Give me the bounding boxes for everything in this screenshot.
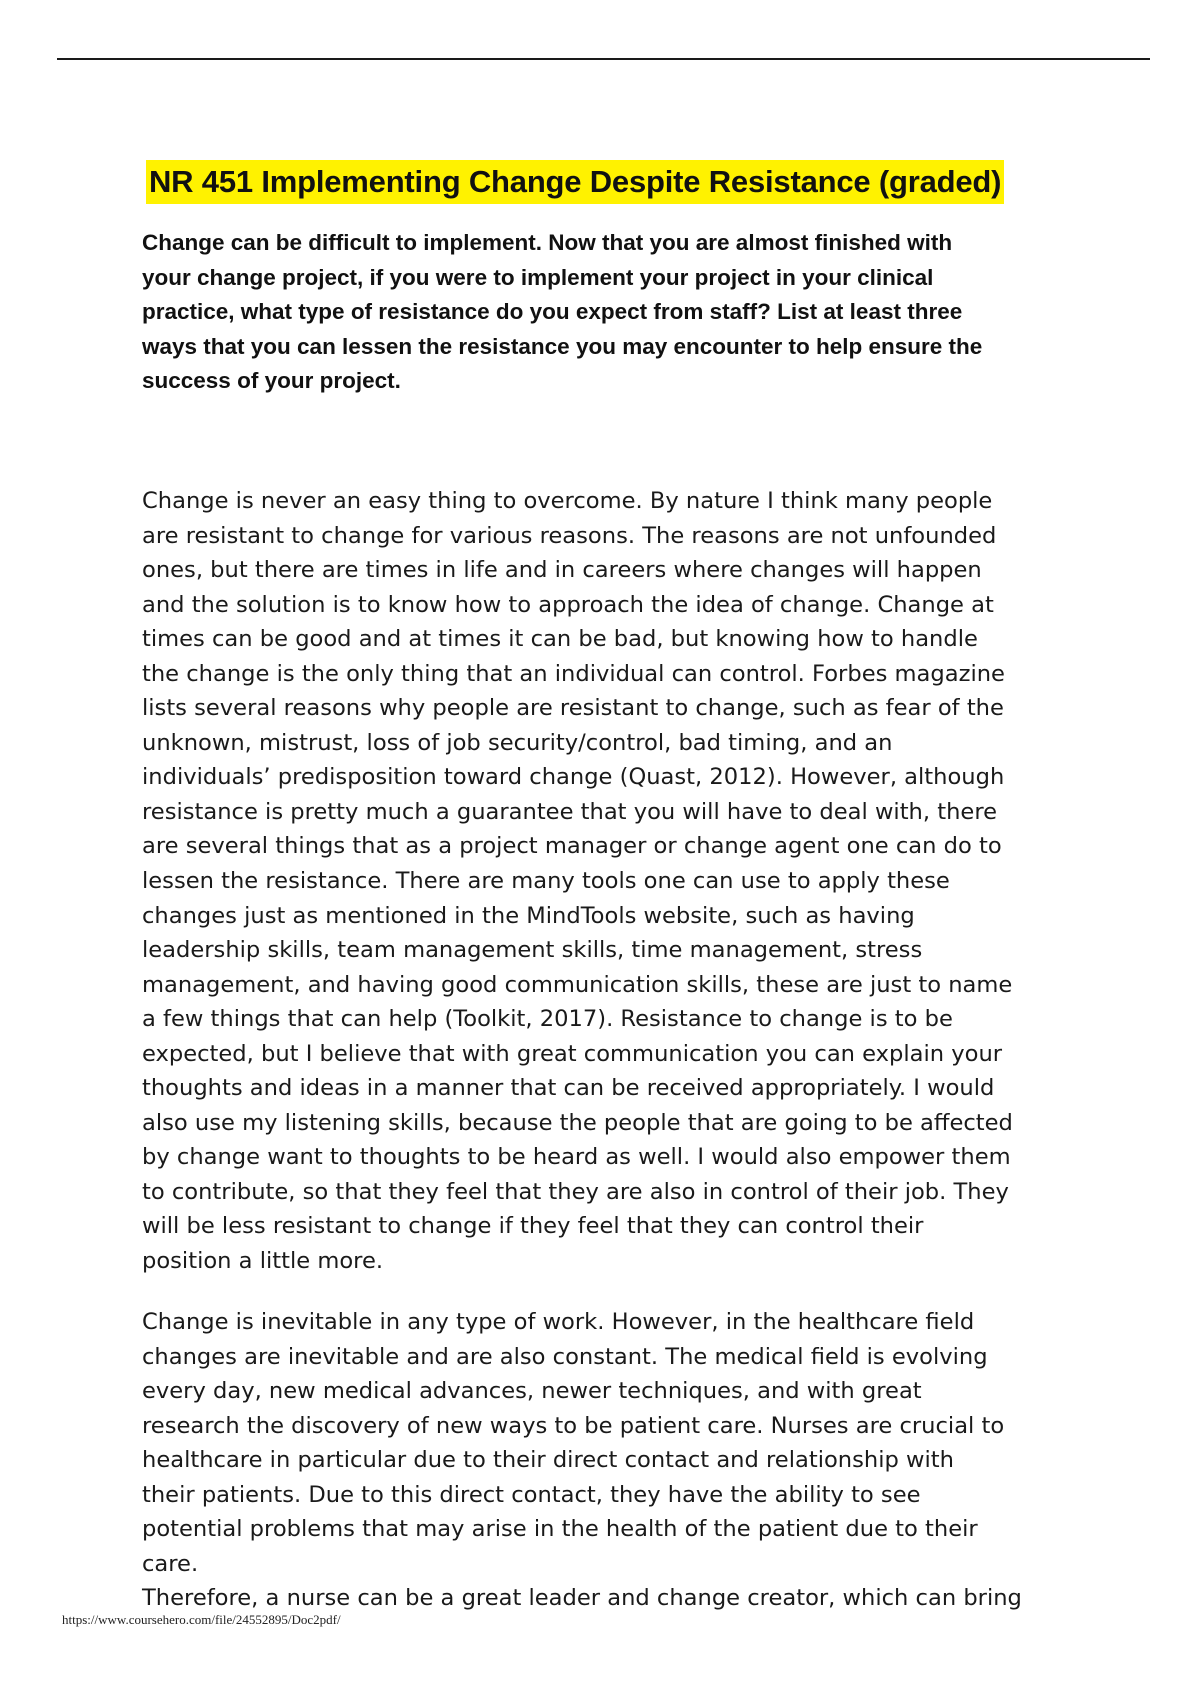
- footer-source-url: https://www.coursehero.com/file/24552895/Doc2pdf/: [62, 1612, 341, 1627]
- document-title: NR 451 Implementing Change Despite Resistance (graded): [146, 160, 1004, 204]
- body-paragraph-1: Change is never an easy thing to overcome. By nature I think many people are resistant to change for various reasons. The reasons are not unfounded ones, but there are times in life and in careers where changes will happen and the solution is to know how to approach the idea of change. Change at times can be good and at times it can be bad, but knowing how to handle the change is the only thing that an individual can control. Forbes magazine lists several reasons why people are resistant to change, such as fear of the unknown, mistrust, loss of job security/control, bad timing, and an individuals’ predisposition toward change (Quast, 2012). However, although resistance is pretty much a guarantee that you will have to deal with, there are several things that as a project manager or change agent one can do to lessen the resistance. There are many tools one can use to apply these changes just as mentioned in the MindTools website, such as having leadership skills, team management skills, time management, stress management, and having good communication skills, these are just to name a few things that can help (Toolkit, 2017). Resistance to change is to be expected, but I believe that with great communication you can explain your thoughts and ideas in a manner that can be received appropriately. I would also use my listening skills, because the people that are going to be affected by change want to thoughts to be heard as well. I would also empower them to contribute, so that they feel that they are also in control of their job. They will be less resistant to change if they feel that they can control their position a little more.: [142, 488, 1013, 1275]
- top-rule: [57, 58, 1150, 60]
- assignment-prompt: Change can be difficult to implement. Now that you are almost finished with your change project, if you were to implement your project in your clinical practice, what type of resistance do you expect from staff? List at least three ways that you can lessen the resistance you may encounter to help ensure the success of your project.: [142, 230, 983, 394]
- body-paragraph-2: Change is inevitable in any type of work. However, in the healthcare field changes are inevitable and are also constant. The medical field is evolving every day, new medical advances, newer techniques, and with great research the discovery of new ways to be patient care. Nurses are crucial to healthcare in particular due to their direct contact and relationship with their patients. Due to this direct contact, they have the ability to see potential problems that may arise in the health of the patient due to their care. Therefore, a nurse can be a great leader and change creator, which can bring: [142, 1309, 1022, 1612]
- title-container: [146, 160, 1046, 204]
